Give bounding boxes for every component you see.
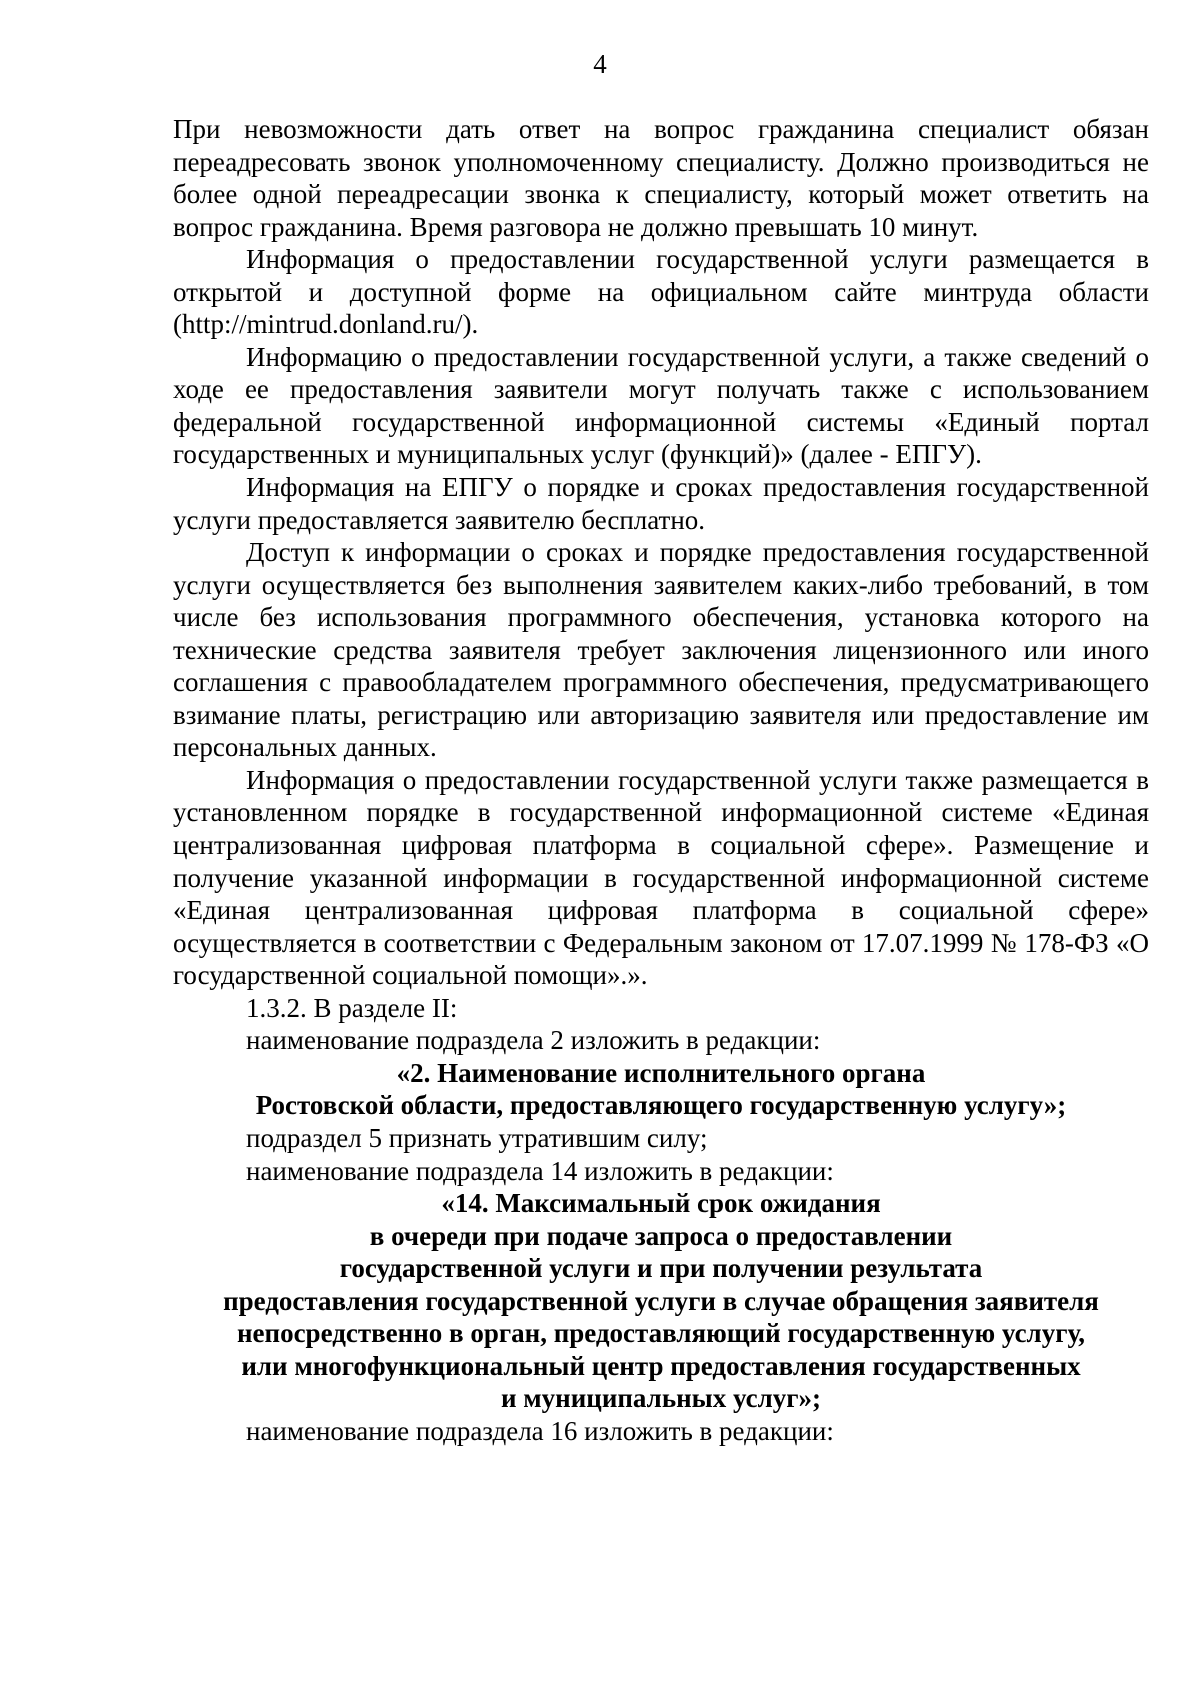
instruction-section-2: 1.3.2. В разделе II: <box>246 992 458 1023</box>
heading-line: государственной услуги и при получении результата <box>339 1253 983 1284</box>
heading-line: предоставления государственной услуги в случае обращения заявителя <box>223 1285 1099 1316</box>
instruction-subsection-16: наименование подраздела 16 изложить в редакции: <box>246 1415 834 1446</box>
page-number: 4 <box>593 49 607 79</box>
instruction-subsection-2: наименование подраздела 2 изложить в редакции: <box>246 1025 821 1056</box>
instruction-subsection-14: наименование подраздела 14 изложить в редакции: <box>246 1155 834 1186</box>
paragraph-call-redirect: При невозможности дать ответ на вопрос гражданина специалист обязан переадресовать звонок уполномоченному специалисту. Должно производиться не более одной переадресации звонка к специалисту, который может ответить на вопрос гражданина. Время разговора не должно превышать 10 минут. <box>173 114 1149 242</box>
heading-line: в очереди при подаче запроса о предоставлении <box>369 1220 953 1251</box>
heading-line: или многофункциональный центр предоставления государственных <box>241 1350 1081 1381</box>
paragraph-epgu-info: Информацию о предоставлении государственной услуги, а также сведений о ходе ее предоставления заявители могут получать также с использованием федеральной государственной информационной системы «Единый портал государственных и муниципальных услуг (функций)» (далее - ЕПГУ). <box>173 341 1149 470</box>
heading-subsection-14 <box>173 1187 1149 1415</box>
heading-line: «2. Наименование исполнительного органа <box>396 1057 926 1088</box>
paragraph-access-requirements: Доступ к информации о сроках и порядке предоставления государственной услуги осуществляется без выполнения заявителем каких-либо требований, в том числе без использования программного обеспечения, установка которого на технические средства заявителя требует заключения лицензионного или иного соглашения с правообладателем программного обеспечения, предусматривающего взимание платы, регистрацию или авторизацию заявителя или предоставление им персональных данных. <box>173 537 1149 763</box>
heading-line: и муниципальных услуг»; <box>500 1383 822 1414</box>
instruction-subsection-5: подраздел 5 признать утратившим силу; <box>246 1122 708 1153</box>
heading-subsection-2 <box>173 1057 1149 1122</box>
heading-line: «14. Максимальный срок ожидания <box>441 1188 881 1219</box>
heading-line: Ростовской области, предоставляющего государственную услугу»; <box>255 1090 1067 1121</box>
paragraph-official-site: Информация о предоставлении государственной услуги размещается в открытой и доступной форме на официальном сайте минтруда области (http://mintrud.donland.ru/). <box>173 244 1149 340</box>
paragraph-social-platform: Информация о предоставлении государственной услуги также размещается в установленном порядке в государственной информационной системе «Единая централизованная цифровая платформа в социальной сфере». Размещение и получение указанной информации в государственной информационной системе «Единая централизованная цифровая платформа в социальной сфере» осуществляется в соответствии с Федеральным законом от 17.07.1999 № 178-ФЗ «О государственной социальной помощи».». <box>173 764 1149 991</box>
heading-line: непосредственно в орган, предоставляющий государственную услугу, <box>236 1318 1086 1349</box>
paragraph-epgu-free: Информация на ЕПГУ о порядке и сроках предоставления государственной услуги предоставляется заявителю бесплатно. <box>173 472 1149 535</box>
document-body <box>173 113 1149 1447</box>
